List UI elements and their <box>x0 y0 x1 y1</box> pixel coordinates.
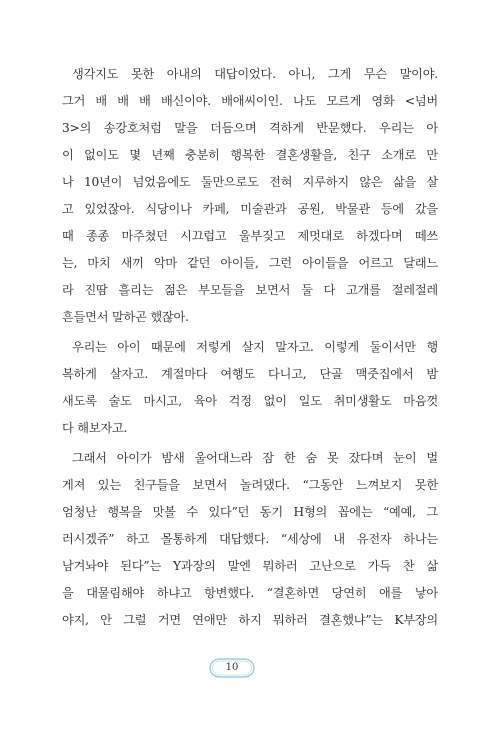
text-line: 때 종종 마주쳤던 시끄럽고 울부짖고 제멋대로 하겠다며 떼쓰 <box>62 229 438 243</box>
text-line: 나 10년이 넘었음에도 둘만으로도 전혀 지루하지 않은 삶을 살 <box>62 175 438 189</box>
text-line: 그거 배 배 배 배신이야. 배애씨이인. 나도 모르게 영화 <넘버 <box>62 94 438 108</box>
text-line: 새도록 술도 마시고, 육아 걱정 없이 일도 취미생활도 마음껏 <box>62 394 438 408</box>
text-line: 3>의 송강호처럼 말을 더듬으며 격하게 반문했다. 우리는 아 <box>62 121 438 135</box>
page-number-badge <box>206 656 258 680</box>
text-line: 야지, 안 그럴 거면 연애만 하지 뭐하러 결혼했냐”는 K부장의 <box>62 613 438 627</box>
text-line: 다 해보자고. <box>62 421 128 435</box>
text-line: 남겨놔야 된다”는 Y과장의 말엔 뭐하러 고난으로 가득 찬 삶 <box>62 559 438 573</box>
page-number: 10 <box>225 662 239 673</box>
text-line: 그래서 아이가 밤새 울어대느라 잠 한 숨 못 잤다며 눈이 벌 <box>72 451 438 465</box>
paragraph-1 <box>62 61 438 331</box>
text-line: 을 대물림해야 하냐고 항변했다. “결혼하면 당연히 애를 낳아 <box>62 586 438 600</box>
text-line: 흔들면서 말하곤 했잖아. <box>62 310 189 324</box>
text-line: 엄청난 행복을 맛볼 수 있다”던 동기 H형의 꼽에는 “예예, 그 <box>62 505 438 519</box>
body-text <box>62 61 438 637</box>
text-line: 우리는 아이 때문에 저렇게 살지 말자고. 이렇게 둘이서만 행 <box>72 340 438 354</box>
text-line: 고 있었잖아. 식당이나 카페, 미술관과 공원, 박물관 등에 갔을 <box>62 202 438 216</box>
text-line: 생각지도 못한 아내의 대답이었다. 아니, 그게 무슨 말이야. <box>72 67 438 81</box>
text-line: 러시겠쥬” 하고 몰통하게 대답했다. “세상에 내 유전자 하나는 <box>62 532 438 546</box>
paragraph-3 <box>62 445 438 634</box>
text-line: 복하게 살자고. 계절마다 여행도 다니고, 단골 맥줏집에서 밤 <box>62 367 438 381</box>
text-line: 이 없이도 몇 년째 충분히 행복한 결혼생활을, 친구 소개로 만 <box>62 148 438 162</box>
text-line: 는, 마치 새끼 악마 같던 아이들, 그런 아이들을 어르고 달래느 <box>62 256 438 270</box>
text-line: 게져 있는 친구들을 보면서 놀려댔다. “그동안 느껴보지 못한 <box>62 478 438 492</box>
text-line: 라 진땀 흘리는 젊은 부모들을 보면서 둘 다 고개를 절레절레 <box>62 283 438 297</box>
paragraph-2 <box>62 334 438 442</box>
